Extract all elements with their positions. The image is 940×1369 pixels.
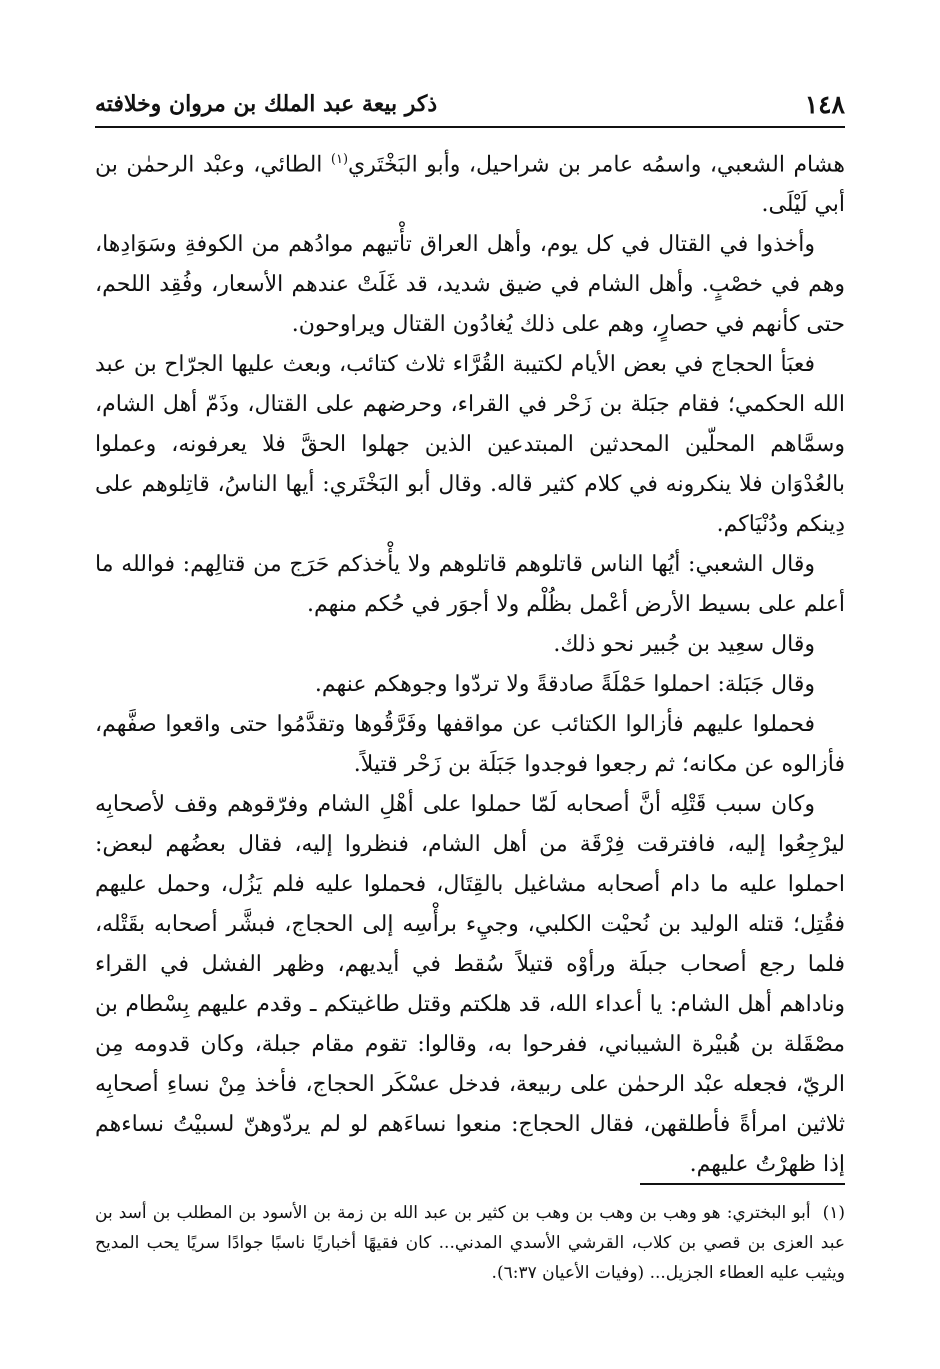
page-number: ١٤٨ [804, 89, 845, 119]
paragraph: فعبَأ الحجاج في بعض الأيام لكتيبة القُرَّاء ثلاث كتائب، وبعث عليها الجرّاح بن عبد الله الحكمي؛ فقام جبَلة بن زَحْر في القراء، وحرضهم على القتال، وذَمّ أهل الشام، وسمَّاهم المحلّين المحدثين المبتدعين الذين جهلوا الحقَّ فلا يعرفونه، وعملوا بالعُدْوَان فلا ينكرونه في كلام كثير قاله. وقال أبو البَخْتَري: أيها الناسُ، قاتِلوهم على دِينكم ودُنْيَاكم. [95, 352, 845, 538]
footnote-marker: (١) [822, 1203, 845, 1223]
paragraph: وأخذوا في القتال في كل يوم، وأهل العراق تأْتيهم موادُهم من الكوفةِ وسَوَادِها، وهم في خصْبٍ. وأهل الشام في ضيق شديد، قد غَلَتْ عندهم الأسعار، وفُقِد اللحم، حتى كأنهم في حصارٍ، وهم على ذلك يُغادُون القتال ويراوحون. [95, 232, 845, 338]
footnotes [95, 1198, 845, 1288]
paragraph-text: الطائي، وعبْد الرحمٰن بن أبي لَيْلَى. [95, 152, 845, 218]
paragraph: وقال سعِيد بن جُبير نحو ذلك. [553, 632, 815, 658]
paragraph: وكان سبب قَتْلِه أنَّ أصحابه لَمّا حملوا على أهْلِ الشام وفرّقوهم وقف لأصحابِه ليرْجِعُوا إليه، فافترقت فِرْقَة من أهل الشام، فنظروا إليه، فقال بعضُهم لبعض: احملوا عليه ما دام أصحابه مشاغيل بالقِتَال، فحملوا عليه فلم يَزُل، وحمل عليهم فقُتِل؛ قتله الوليد بن نُحيْت الكلبي، وجيِء برأْسِه إلى الحجاج، فبشَّر أصحابه بقَتْله، فلما رجع أصحاب جبلَة ورأوْه قتيلاً سُقط في أيديهم، وظهر الفشل في القراء وناداهم أهل الشام: يا أعداء الله، قد هلكتم وقتل طاغيتكم ـ وقدم عليهم بِسْطام بن مصْقَلة بن هُبيْرة الشيباني، ففرحوا به، وقالوا: تقوم مقام جبلة، وكان قدومه مِن الريّ، فجعله عبْد الرحمٰن على ربيعة، فدخل عسْكَر الحجاج، فأخذ مِنْ نساءِ أصحابِه ثلاثين امرأةً فأطلقهن، فقال الحجاج: منعوا نساءَهم لو لم يردّوهنّ لسبيْتُ نساءهم إذا ظهرْتُ عليهم. [95, 792, 845, 1178]
footnote-reference: (١) [330, 152, 349, 167]
paragraph: وقال الشعبي: أيُها الناس قاتلوهم قاتلوهم ولا يأْخذكم حَرَج من قتالِهم: فوالله ما أعلم على بسيط الأرض أعْمل بظُلْم ولا أجوَر في حُكم منهم. [95, 552, 845, 618]
page-header [95, 82, 845, 128]
main-text [95, 140, 845, 1185]
paragraph: وقال جَبَلة: احملوا حَمْلَةً صادقةً ولا تردّوا وجوهكم عنهم. [314, 672, 815, 698]
paragraph [95, 140, 845, 225]
running-title: ذكر بيعة عبد الملك بن مروان وخلافته [95, 91, 438, 117]
footnote-text: أبو البختري: هو وهب بن وهب بن وهب بن كثير بن عبد الله بن زمة بن الأسود بن المطلب بن أسد بن عبد العزى بن قصي بن كلاب، القرشي الأسدي المدني... كان فقيهًا أخباريًا ناسبًا جوادًا سريًا يحب المديح ويثيب عليه العطاء الجزيل... (وفيات الأعيان ٦:٣٧). [95, 1203, 845, 1283]
footnote-divider [640, 1183, 845, 1185]
paragraph: فحملوا عليهم فأزالوا الكتائب عن مواقفها وفَرَّقُوها وتقدَّمُوا حتى واقعوا صفَّهم، فأزالوه عن مكانه؛ ثم رجعوا فوجدوا جَبَلَة بن زَحْر قتيلاً. [95, 712, 845, 778]
footnote [95, 1198, 845, 1288]
paragraph-text: هشام الشعبي، واسمُه عامر بن شراحيل، وأبو البَخْتَري [348, 152, 845, 178]
